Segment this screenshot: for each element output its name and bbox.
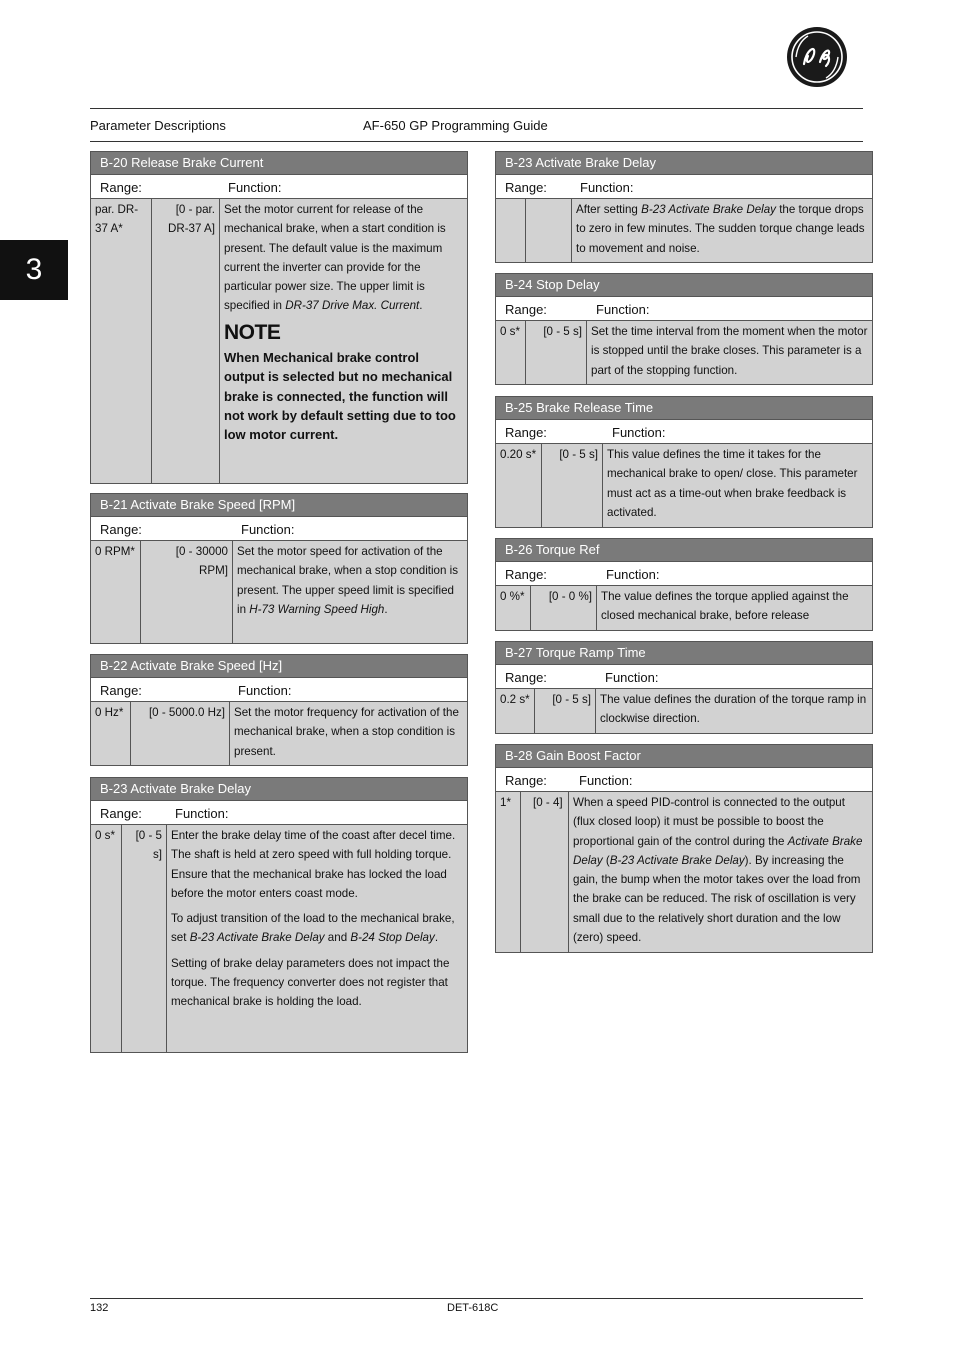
param-table-b24	[495, 273, 873, 385]
range-label: Range:	[505, 670, 547, 685]
function-label: Function:	[605, 670, 659, 685]
guide-title: AF-650 GP Programming Guide	[363, 118, 548, 133]
function-label: Function:	[238, 683, 292, 698]
default-value: 0 s*	[91, 825, 122, 1053]
function-description: Set the motor speed for activation of the mechanical brake, when a stop condition is present. The upper speed limit is specified in H-73 Warning Speed High.	[233, 541, 468, 644]
default-value: 0 RPM*	[91, 541, 141, 644]
range-label: Range:	[100, 806, 142, 821]
param-table-b23-continued	[495, 151, 873, 263]
param-title: B-24 Stop Delay	[496, 274, 873, 297]
range-value: [0 - 4]	[521, 792, 569, 953]
param-title: B-25 Brake Release Time	[496, 397, 873, 420]
function-label: Function:	[175, 806, 229, 821]
default-value: 0 s*	[496, 321, 526, 385]
range-label: Range:	[505, 567, 547, 582]
range-label: Range:	[100, 180, 142, 195]
default-value: 0.2 s*	[496, 689, 535, 734]
default-value: par. DR-37 A*	[91, 199, 152, 484]
range-value: [0 - 0 %]	[531, 586, 597, 631]
param-title: B-27 Torque Ramp Time	[496, 642, 873, 665]
function-label: Function:	[579, 773, 633, 788]
function-description: Set the motor current for release of the mechanical brake, when a start condition is present. The default value is the maximum current the inverter can provide for the particular power size. The upper limit is specified in DR-37 Drive Max. Current. NOTE When Mechanical brake control output is selected but no mechanical brake is connected, the function will not work by default setting due to too low motor current.	[220, 199, 468, 484]
default-value	[496, 199, 526, 263]
ge-logo	[786, 26, 848, 88]
param-table-b22	[90, 654, 468, 766]
range-label: Range:	[505, 773, 547, 788]
param-table-b20	[90, 151, 468, 484]
function-label: Function:	[606, 567, 660, 582]
range-value: [0 - 30000 RPM]	[141, 541, 233, 644]
param-table-b21	[90, 493, 468, 644]
function-label: Function:	[612, 425, 666, 440]
function-description: The value defines the duration of the torque ramp in clockwise direction.	[596, 689, 873, 734]
range-value	[526, 199, 572, 263]
function-label: Function:	[228, 180, 282, 195]
param-title: B-23 Activate Brake Delay	[91, 778, 468, 801]
default-value: 0 Hz*	[91, 702, 131, 766]
param-title: B-22 Activate Brake Speed [Hz]	[91, 655, 468, 678]
default-value: 0 %*	[496, 586, 531, 631]
param-title: B-20 Release Brake Current	[91, 152, 468, 175]
range-value: [0 - 5 s]	[526, 321, 587, 385]
param-title: B-21 Activate Brake Speed [RPM]	[91, 494, 468, 517]
footer-rule	[90, 1298, 863, 1299]
function-description: Enter the brake delay time of the coast after decel time. The shaft is held at zero speed with full holding torque. Ensure that the mechanical brake has locked the load before the motor enters coast mode. To adjust transition of the load to the mechanical brake, set B-23 Activate Brake Delay and B-24 Stop Delay. Setting of brake delay parameters does not impact the torque. The frequency converter does not register that mechanical brake is holding the load.	[167, 825, 468, 1053]
function-label: Function:	[596, 302, 650, 317]
param-title: B-28 Gain Boost Factor	[496, 745, 873, 768]
page-number: 132	[90, 1302, 109, 1314]
range-value: [0 - 5 s]	[542, 444, 603, 528]
function-label: Function:	[580, 180, 634, 195]
range-value: [0 - 5 s]	[122, 825, 167, 1053]
param-table-b28	[495, 744, 873, 953]
range-label: Range:	[505, 180, 547, 195]
function-description: When a speed PID-control is connected to the output (flux closed loop) it must be possible to boost the proportional gain of the control during the Activate Brake Delay (B-23 Activate Brake Delay). By increasing the gain, the bump when the motor takes over the load from the brake can be reduced. The risk of oscillation is very small due to the relatively short duration and the low (zero) speed.	[569, 792, 873, 953]
function-description: The value defines the torque applied against the closed mechanical brake, before release	[597, 586, 873, 631]
function-description: This value defines the time it takes for the mechanical brake to open/ close. This parameter must act as a time-out when brake feedback is activated.	[603, 444, 873, 528]
range-label: Range:	[100, 522, 142, 537]
section-title: Parameter Descriptions	[90, 118, 226, 133]
range-value: [0 - par. DR-37 A]	[152, 199, 220, 484]
function-description: Set the time interval from the moment when the motor is stopped until the brake closes. This parameter is a part of the stopping function.	[587, 321, 873, 385]
note-heading: NOTE	[224, 320, 281, 344]
header-rule-top	[90, 108, 863, 109]
param-title: B-23 Activate Brake Delay	[496, 152, 873, 175]
param-table-b26	[495, 538, 873, 631]
range-label: Range:	[505, 425, 547, 440]
range-value: [0 - 5 s]	[535, 689, 596, 734]
function-description: After setting B-23 Activate Brake Delay the torque drops to zero in few minutes. The sudden torque change leads to movement and noise.	[572, 199, 873, 263]
default-value: 0.20 s*	[496, 444, 542, 528]
chapter-tab: 3	[0, 240, 68, 300]
note-text: When Mechanical brake control output is selected but no mechanical brake is connected, the function will not work by default setting due to too low motor current.	[224, 349, 456, 443]
document-number: DET-618C	[447, 1302, 499, 1314]
range-value: [0 - 5000.0 Hz]	[131, 702, 230, 766]
function-description: Set the motor frequency for activation of the mechanical brake, when a stop condition is present.	[230, 702, 468, 766]
range-label: Range:	[100, 683, 142, 698]
param-table-b23	[90, 777, 468, 1053]
param-table-b27	[495, 641, 873, 734]
header-rule-bottom	[90, 141, 863, 142]
range-label: Range:	[505, 302, 547, 317]
param-table-b25	[495, 396, 873, 528]
param-title: B-26 Torque Ref	[496, 539, 873, 562]
function-label: Function:	[241, 522, 295, 537]
default-value: 1*	[496, 792, 521, 953]
